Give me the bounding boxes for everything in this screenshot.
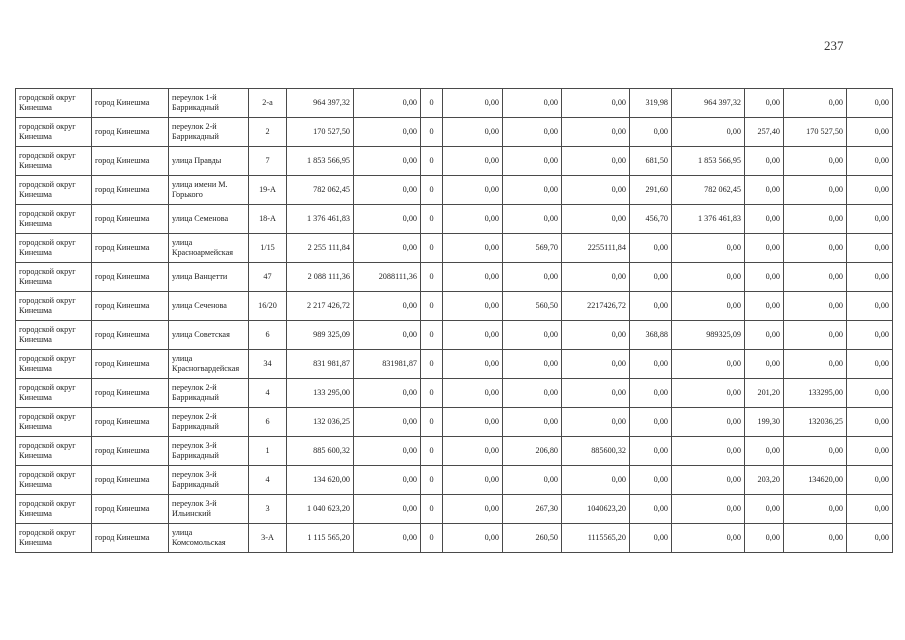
cell-count-col: 0	[421, 89, 443, 118]
cell-street: переулок 1-й Баррикадный	[169, 89, 249, 118]
cell-cost-col-11: 0,00	[847, 495, 893, 524]
cell-cost-col-6: 0,00	[562, 321, 630, 350]
cell-cost-col-10: 0,00	[784, 495, 847, 524]
cell-total-cost: 134 620,00	[287, 466, 354, 495]
cell-area-col-9: 0,00	[745, 89, 784, 118]
cell-count-col: 0	[421, 466, 443, 495]
cell-cost-col-11: 0,00	[847, 437, 893, 466]
cell-house-number: 1	[249, 437, 287, 466]
cell-count-col: 0	[421, 524, 443, 553]
cell-total-cost: 2 217 426,72	[287, 292, 354, 321]
cell-street: улица Комсомольская	[169, 524, 249, 553]
table-row	[16, 408, 893, 437]
cell-cost-col-8: 0,00	[672, 524, 745, 553]
table-row	[16, 292, 893, 321]
cell-cost-col-4: 0,00	[443, 524, 503, 553]
table-row	[16, 466, 893, 495]
cell-area-col-7: 0,00	[630, 118, 672, 147]
cell-area-col-7: 681,50	[630, 147, 672, 176]
cell-locality: город Кинешма	[92, 524, 169, 553]
cell-total-cost: 170 527,50	[287, 118, 354, 147]
cell-total-cost: 831 981,87	[287, 350, 354, 379]
cell-cost-col-6: 1040623,20	[562, 495, 630, 524]
cell-area-col-5: 0,00	[503, 205, 562, 234]
cell-count-col: 0	[421, 118, 443, 147]
cell-area-col-9: 203,20	[745, 466, 784, 495]
cell-cost-col-6: 0,00	[562, 379, 630, 408]
cell-area-col-5: 0,00	[503, 176, 562, 205]
cell-cost-col-10: 0,00	[784, 321, 847, 350]
cell-cost-col-8: 0,00	[672, 437, 745, 466]
cell-cost-col-8: 0,00	[672, 292, 745, 321]
cell-cost-col-10: 0,00	[784, 176, 847, 205]
cell-area-col-9: 0,00	[745, 292, 784, 321]
cell-street: улица Советская	[169, 321, 249, 350]
cell-area-col-9: 0,00	[745, 350, 784, 379]
cell-cost-col-2: 0,00	[354, 408, 421, 437]
cell-area-col-9: 257,40	[745, 118, 784, 147]
cell-street: переулок 2-й Баррикадный	[169, 118, 249, 147]
cell-locality: город Кинешма	[92, 118, 169, 147]
cell-house-number: 2-а	[249, 89, 287, 118]
cell-house-number: 3	[249, 495, 287, 524]
cell-locality: город Кинешма	[92, 466, 169, 495]
cell-area-col-5: 0,00	[503, 89, 562, 118]
cell-municipality: городской округ Кинешма	[16, 350, 92, 379]
cell-cost-col-6: 0,00	[562, 118, 630, 147]
cell-municipality: городской округ Кинешма	[16, 292, 92, 321]
cell-cost-col-10: 0,00	[784, 147, 847, 176]
table-row	[16, 89, 893, 118]
cell-area-col-5: 569,70	[503, 234, 562, 263]
cell-cost-col-6: 0,00	[562, 205, 630, 234]
cell-area-col-7: 291,60	[630, 176, 672, 205]
cell-cost-col-11: 0,00	[847, 147, 893, 176]
table-row	[16, 263, 893, 292]
cell-cost-col-11: 0,00	[847, 118, 893, 147]
table-row	[16, 205, 893, 234]
cell-area-col-9: 0,00	[745, 495, 784, 524]
cell-total-cost: 1 115 565,20	[287, 524, 354, 553]
table-row	[16, 234, 893, 263]
cell-total-cost: 782 062,45	[287, 176, 354, 205]
cell-area-col-7: 0,00	[630, 437, 672, 466]
cell-area-col-7: 0,00	[630, 234, 672, 263]
cell-area-col-9: 0,00	[745, 437, 784, 466]
cell-total-cost: 989 325,09	[287, 321, 354, 350]
cell-cost-col-2: 0,00	[354, 234, 421, 263]
cell-house-number: 2	[249, 118, 287, 147]
cell-cost-col-10: 0,00	[784, 263, 847, 292]
cell-house-number: 7	[249, 147, 287, 176]
cell-cost-col-8: 0,00	[672, 495, 745, 524]
cell-total-cost: 1 376 461,83	[287, 205, 354, 234]
cell-cost-col-8: 0,00	[672, 379, 745, 408]
cell-cost-col-4: 0,00	[443, 292, 503, 321]
cell-street: переулок 3-й Ильинский	[169, 495, 249, 524]
cell-cost-col-4: 0,00	[443, 89, 503, 118]
cell-area-col-5: 260,50	[503, 524, 562, 553]
cell-house-number: 16/20	[249, 292, 287, 321]
cell-house-number: 4	[249, 466, 287, 495]
cell-house-number: 4	[249, 379, 287, 408]
cell-street: переулок 3-й Баррикадный	[169, 466, 249, 495]
table-body	[16, 89, 893, 553]
cell-count-col: 0	[421, 408, 443, 437]
cell-house-number: 47	[249, 263, 287, 292]
cell-cost-col-8: 0,00	[672, 118, 745, 147]
cell-cost-col-4: 0,00	[443, 147, 503, 176]
cell-count-col: 0	[421, 292, 443, 321]
cell-locality: город Кинешма	[92, 321, 169, 350]
cell-cost-col-10: 133295,00	[784, 379, 847, 408]
cell-area-col-9: 0,00	[745, 234, 784, 263]
cell-total-cost: 885 600,32	[287, 437, 354, 466]
cell-municipality: городской округ Кинешма	[16, 176, 92, 205]
cell-count-col: 0	[421, 321, 443, 350]
cell-area-col-7: 0,00	[630, 466, 672, 495]
cell-cost-col-11: 0,00	[847, 234, 893, 263]
cell-area-col-5: 0,00	[503, 408, 562, 437]
cell-cost-col-4: 0,00	[443, 437, 503, 466]
cell-cost-col-10: 170 527,50	[784, 118, 847, 147]
cell-house-number: 6	[249, 321, 287, 350]
cell-cost-col-2: 0,00	[354, 147, 421, 176]
cell-cost-col-4: 0,00	[443, 205, 503, 234]
cell-locality: город Кинешма	[92, 263, 169, 292]
cell-locality: город Кинешма	[92, 379, 169, 408]
cell-municipality: городской округ Кинешма	[16, 89, 92, 118]
cell-cost-col-10: 0,00	[784, 350, 847, 379]
cell-cost-col-8: 0,00	[672, 350, 745, 379]
cell-cost-col-11: 0,00	[847, 408, 893, 437]
cell-cost-col-10: 0,00	[784, 234, 847, 263]
cell-street: улица Красногвардейская	[169, 350, 249, 379]
cell-cost-col-10: 132036,25	[784, 408, 847, 437]
cell-street: переулок 3-й Баррикадный	[169, 437, 249, 466]
cell-area-col-7: 0,00	[630, 379, 672, 408]
cell-area-col-5: 206,80	[503, 437, 562, 466]
cell-count-col: 0	[421, 379, 443, 408]
cell-house-number: 18-А	[249, 205, 287, 234]
cell-locality: город Кинешма	[92, 495, 169, 524]
table-row	[16, 147, 893, 176]
page-number: 237	[824, 38, 844, 53]
cell-area-col-7: 0,00	[630, 263, 672, 292]
cell-cost-col-6: 0,00	[562, 466, 630, 495]
cell-municipality: городской округ Кинешма	[16, 437, 92, 466]
cell-area-col-5: 267,30	[503, 495, 562, 524]
cell-area-col-7: 319,98	[630, 89, 672, 118]
cell-area-col-7: 456,70	[630, 205, 672, 234]
cell-cost-col-2: 0,00	[354, 89, 421, 118]
cell-cost-col-11: 0,00	[847, 524, 893, 553]
cell-area-col-5: 0,00	[503, 263, 562, 292]
cell-cost-col-8: 782 062,45	[672, 176, 745, 205]
cell-cost-col-6: 0,00	[562, 408, 630, 437]
cell-area-col-9: 0,00	[745, 524, 784, 553]
cell-cost-col-11: 0,00	[847, 176, 893, 205]
cell-cost-col-2: 0,00	[354, 495, 421, 524]
cell-cost-col-11: 0,00	[847, 379, 893, 408]
cell-cost-col-4: 0,00	[443, 321, 503, 350]
cell-cost-col-8: 1 376 461,83	[672, 205, 745, 234]
cell-cost-col-11: 0,00	[847, 263, 893, 292]
cell-street: улица Красноармейская	[169, 234, 249, 263]
cell-area-col-7: 0,00	[630, 350, 672, 379]
cell-area-col-5: 560,50	[503, 292, 562, 321]
cell-area-col-9: 199,30	[745, 408, 784, 437]
cell-area-col-7: 0,00	[630, 292, 672, 321]
cell-house-number: 3-А	[249, 524, 287, 553]
cell-cost-col-11: 0,00	[847, 205, 893, 234]
cell-cost-col-10: 0,00	[784, 524, 847, 553]
cell-cost-col-6: 885600,32	[562, 437, 630, 466]
cell-cost-col-4: 0,00	[443, 408, 503, 437]
cell-area-col-5: 0,00	[503, 466, 562, 495]
cell-cost-col-10: 134620,00	[784, 466, 847, 495]
cell-cost-col-11: 0,00	[847, 89, 893, 118]
cell-count-col: 0	[421, 205, 443, 234]
cell-street: улица имени М. Горького	[169, 176, 249, 205]
cell-cost-col-8: 1 853 566,95	[672, 147, 745, 176]
cell-cost-col-2: 0,00	[354, 292, 421, 321]
cell-municipality: городской округ Кинешма	[16, 466, 92, 495]
table-row	[16, 350, 893, 379]
cell-area-col-9: 0,00	[745, 205, 784, 234]
cell-cost-col-8: 0,00	[672, 234, 745, 263]
cell-locality: город Кинешма	[92, 176, 169, 205]
cell-cost-col-2: 0,00	[354, 466, 421, 495]
cell-locality: город Кинешма	[92, 89, 169, 118]
table-row	[16, 524, 893, 553]
cell-locality: город Кинешма	[92, 234, 169, 263]
cell-house-number: 1/15	[249, 234, 287, 263]
table-row	[16, 321, 893, 350]
cell-cost-col-4: 0,00	[443, 234, 503, 263]
cell-cost-col-2: 0,00	[354, 176, 421, 205]
cell-street: улица Правды	[169, 147, 249, 176]
cell-count-col: 0	[421, 176, 443, 205]
cell-cost-col-4: 0,00	[443, 263, 503, 292]
cell-cost-col-6: 0,00	[562, 89, 630, 118]
cell-total-cost: 964 397,32	[287, 89, 354, 118]
cell-count-col: 0	[421, 234, 443, 263]
cell-house-number: 6	[249, 408, 287, 437]
cell-total-cost: 1 040 623,20	[287, 495, 354, 524]
cell-cost-col-8: 964 397,32	[672, 89, 745, 118]
cell-cost-col-4: 0,00	[443, 118, 503, 147]
table-row	[16, 176, 893, 205]
table-row	[16, 495, 893, 524]
cell-cost-col-11: 0,00	[847, 321, 893, 350]
cell-street: улица Семенова	[169, 205, 249, 234]
cell-area-col-9: 0,00	[745, 263, 784, 292]
cell-cost-col-6: 2255111,84	[562, 234, 630, 263]
cell-locality: город Кинешма	[92, 147, 169, 176]
cell-cost-col-10: 0,00	[784, 89, 847, 118]
cell-cost-col-11: 0,00	[847, 466, 893, 495]
cell-cost-col-11: 0,00	[847, 350, 893, 379]
cell-cost-col-8: 0,00	[672, 466, 745, 495]
cell-cost-col-2: 0,00	[354, 437, 421, 466]
cell-area-col-5: 0,00	[503, 350, 562, 379]
cell-area-col-9: 201,20	[745, 379, 784, 408]
cell-total-cost: 2 088 111,36	[287, 263, 354, 292]
cell-municipality: городской округ Кинешма	[16, 234, 92, 263]
cell-house-number: 34	[249, 350, 287, 379]
cell-area-col-7: 0,00	[630, 495, 672, 524]
cell-total-cost: 1 853 566,95	[287, 147, 354, 176]
cell-house-number: 19-А	[249, 176, 287, 205]
cell-cost-col-2: 0,00	[354, 321, 421, 350]
cell-cost-col-2: 831981,87	[354, 350, 421, 379]
cell-area-col-5: 0,00	[503, 321, 562, 350]
cell-cost-col-2: 2088111,36	[354, 263, 421, 292]
registry-table	[15, 88, 893, 553]
cell-cost-col-10: 0,00	[784, 292, 847, 321]
cell-area-col-9: 0,00	[745, 321, 784, 350]
cell-locality: город Кинешма	[92, 350, 169, 379]
cell-area-col-7: 368,88	[630, 321, 672, 350]
cell-municipality: городской округ Кинешма	[16, 524, 92, 553]
cell-area-col-9: 0,00	[745, 147, 784, 176]
cell-total-cost: 133 295,00	[287, 379, 354, 408]
cell-area-col-5: 0,00	[503, 118, 562, 147]
cell-cost-col-8: 0,00	[672, 408, 745, 437]
cell-street: улица Ванцетти	[169, 263, 249, 292]
cell-count-col: 0	[421, 437, 443, 466]
cell-municipality: городской округ Кинешма	[16, 263, 92, 292]
cell-cost-col-6: 0,00	[562, 263, 630, 292]
cell-street: улица Сеченова	[169, 292, 249, 321]
cell-municipality: городской округ Кинешма	[16, 321, 92, 350]
cell-count-col: 0	[421, 263, 443, 292]
cell-street: переулок 2-й Баррикадный	[169, 379, 249, 408]
cell-cost-col-4: 0,00	[443, 495, 503, 524]
cell-cost-col-2: 0,00	[354, 379, 421, 408]
cell-locality: город Кинешма	[92, 437, 169, 466]
cell-municipality: городской округ Кинешма	[16, 408, 92, 437]
cell-cost-col-4: 0,00	[443, 379, 503, 408]
cell-count-col: 0	[421, 147, 443, 176]
cell-cost-col-4: 0,00	[443, 176, 503, 205]
cell-cost-col-6: 2217426,72	[562, 292, 630, 321]
table-row	[16, 379, 893, 408]
cell-area-col-5: 0,00	[503, 147, 562, 176]
cell-municipality: городской округ Кинешма	[16, 495, 92, 524]
cell-cost-col-8: 989325,09	[672, 321, 745, 350]
cell-cost-col-10: 0,00	[784, 437, 847, 466]
cell-area-col-9: 0,00	[745, 176, 784, 205]
cell-cost-col-2: 0,00	[354, 118, 421, 147]
cell-municipality: городской округ Кинешма	[16, 205, 92, 234]
cell-total-cost: 2 255 111,84	[287, 234, 354, 263]
cell-area-col-5: 0,00	[503, 379, 562, 408]
cell-street: переулок 2-й Баррикадный	[169, 408, 249, 437]
cell-count-col: 0	[421, 495, 443, 524]
cell-municipality: городской округ Кинешма	[16, 118, 92, 147]
cell-locality: город Кинешма	[92, 408, 169, 437]
table-row	[16, 118, 893, 147]
cell-cost-col-11: 0,00	[847, 292, 893, 321]
cell-cost-col-8: 0,00	[672, 263, 745, 292]
cell-cost-col-6: 0,00	[562, 147, 630, 176]
cell-cost-col-4: 0,00	[443, 466, 503, 495]
cell-cost-col-2: 0,00	[354, 524, 421, 553]
cell-cost-col-4: 0,00	[443, 350, 503, 379]
cell-area-col-7: 0,00	[630, 524, 672, 553]
cell-cost-col-6: 0,00	[562, 350, 630, 379]
cell-municipality: городской округ Кинешма	[16, 379, 92, 408]
table-row	[16, 437, 893, 466]
cell-municipality: городской округ Кинешма	[16, 147, 92, 176]
cell-cost-col-6: 0,00	[562, 176, 630, 205]
cell-count-col: 0	[421, 350, 443, 379]
cell-cost-col-10: 0,00	[784, 205, 847, 234]
cell-area-col-7: 0,00	[630, 408, 672, 437]
cell-cost-col-2: 0,00	[354, 205, 421, 234]
cell-total-cost: 132 036,25	[287, 408, 354, 437]
cell-cost-col-6: 1115565,20	[562, 524, 630, 553]
cell-locality: город Кинешма	[92, 292, 169, 321]
cell-locality: город Кинешма	[92, 205, 169, 234]
